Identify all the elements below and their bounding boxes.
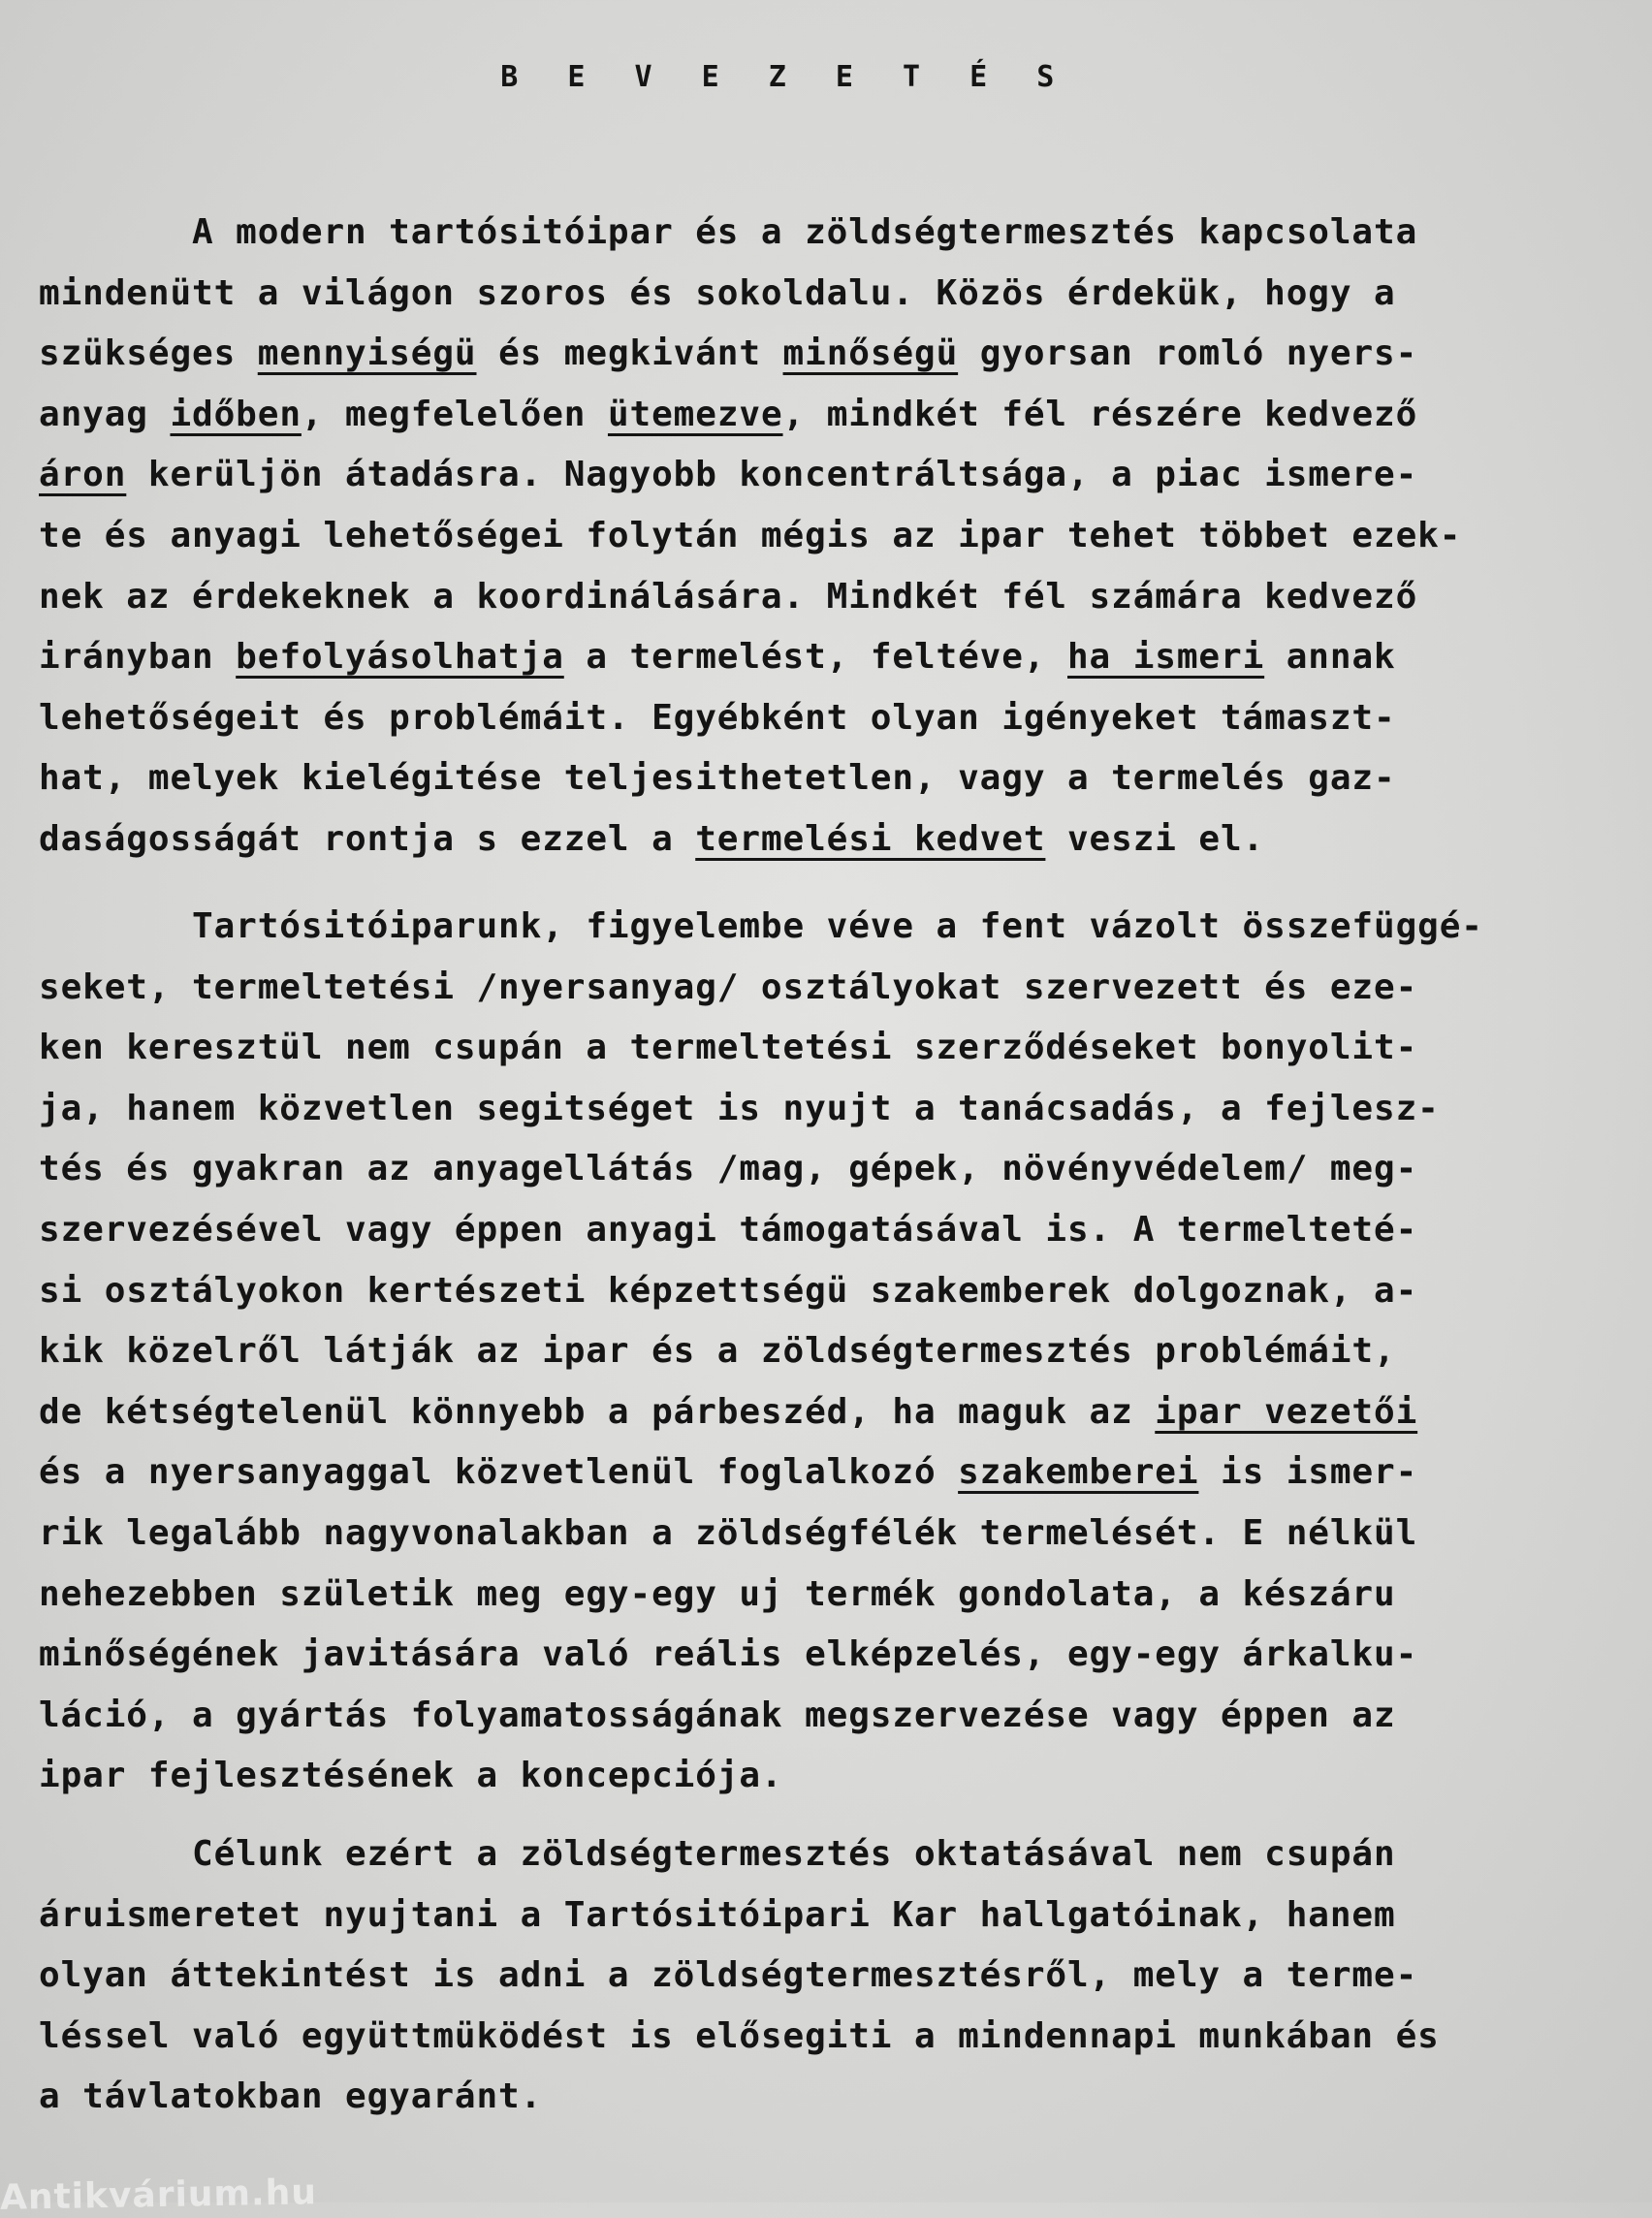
text-line: áron kerüljön átadásra. Nagyobb koncentráltsága, a piac ismere- <box>39 455 1418 495</box>
text-line: ja, hanem közvetlen segitséget is nyujt a tanácsadás, a fejlesz- <box>39 1088 1440 1128</box>
text-line: szervezésével vagy éppen anyagi támogatásával is. A termelteté- <box>39 1210 1418 1250</box>
underlined-phrase: áron <box>39 455 127 495</box>
text-line: seket, termeltetési /nyersanyag/ osztályokat szervezett és eze- <box>39 966 1418 1007</box>
document-title: B E V E Z E T É S <box>500 60 1070 94</box>
text-line: rik legalább nagyvonalakban a zöldségfélék termelését. E nélkül <box>39 1513 1418 1553</box>
text-line: tés és gyakran az anyagellátás /mag, gépek, növényvédelem/ meg- <box>39 1149 1418 1189</box>
underlined-phrase: befolyásolhatja <box>236 637 564 678</box>
text-line: Tartósitóiparunk, figyelembe véve a fent vázolt összefüggé- <box>39 906 1483 946</box>
text-line: anyag időben, megfelelően ütemezve, mindkét fél részére kedvező <box>39 394 1418 434</box>
underlined-phrase: ha ismeri <box>1066 637 1265 678</box>
underlined-phrase: ütemezve <box>607 394 783 434</box>
text-line: A modern tartósitóipar és a zöldségtermesztés kapcsolata <box>39 212 1418 252</box>
text-line: nek az érdekeknek a koordinálására. Mindkét fél számára kedvező <box>39 576 1418 617</box>
text-line: daságosságát rontja s ezzel a termelési kedvet veszi el. <box>39 819 1265 859</box>
text-line: irányban befolyásolhatja a termelést, feltéve, ha ismeri annak <box>39 637 1396 678</box>
text-line: kik közelről látják az ipar és a zöldségtermesztés problémáit, <box>39 1331 1396 1372</box>
text-line: te és anyagi lehetőségei folytán mégis az ipar tehet többet ezek- <box>39 516 1462 555</box>
text-line: olyan áttekintést is adni a zöldségtermesztésről, mely a terme- <box>39 1955 1418 1996</box>
text-line: szükséges mennyiségü és megkivánt minőségü gyorsan romló nyers- <box>39 333 1418 374</box>
text-line: ken keresztül nem csupán a termeltetési szerződéseket bonyolit- <box>39 1028 1418 1068</box>
underlined-phrase: minőségü <box>782 333 959 374</box>
underlined-phrase: mennyiségü <box>257 333 477 374</box>
underlined-phrase: termelési kedvet <box>695 819 1046 859</box>
text-line: Célunk ezért a zöldségtermesztés oktatásával nem csupán <box>39 1834 1396 1874</box>
text-line: nehezebben születik meg egy-egy uj termék gondolata, a készáru <box>39 1573 1396 1614</box>
underlined-phrase: ipar vezetői <box>1155 1391 1418 1432</box>
underlined-phrase: időben <box>170 394 302 434</box>
text-line: mindenütt a világon szoros és sokoldalu. Közös érdekük, hogy a <box>39 272 1396 313</box>
watermark: Antikvárium.hu <box>0 2172 318 2218</box>
text-line: de kétségtelenül könnyebb a párbeszéd, ha maguk az ipar vezetői <box>39 1391 1418 1432</box>
text-line: léssel való együttmüködést is elősegiti a mindennapi munkában és <box>39 2015 1440 2056</box>
text-line: minőségének javitására való reális elképzelés, egy-egy árkalku- <box>39 1634 1418 1675</box>
text-line: láció, a gyártás folyamatosságának megszervezése vagy éppen az <box>39 1695 1396 1735</box>
underlined-phrase: szakemberei <box>958 1452 1199 1493</box>
text-line: hat, melyek kielégitése teljesithetetlen, vagy a termelés gaz- <box>39 758 1396 799</box>
text-line: ipar fejlesztésének a koncepciója. <box>39 1756 783 1796</box>
text-line: si osztályokon kertészeti képzettségü szakemberek dolgoznak, a- <box>39 1270 1418 1311</box>
text-line: a távlatokban egyaránt. <box>39 2076 543 2117</box>
text-line: áruismeretet nyujtani a Tartósitóipari Kar hallgatóinak, hanem <box>39 1894 1396 1935</box>
text-line: és a nyersanyaggal közvetlenül foglalkozó szakemberei is ismer- <box>39 1452 1418 1493</box>
text-line: lehetőségeit és problémáit. Egyébként olyan igényeket támaszt- <box>39 697 1396 738</box>
